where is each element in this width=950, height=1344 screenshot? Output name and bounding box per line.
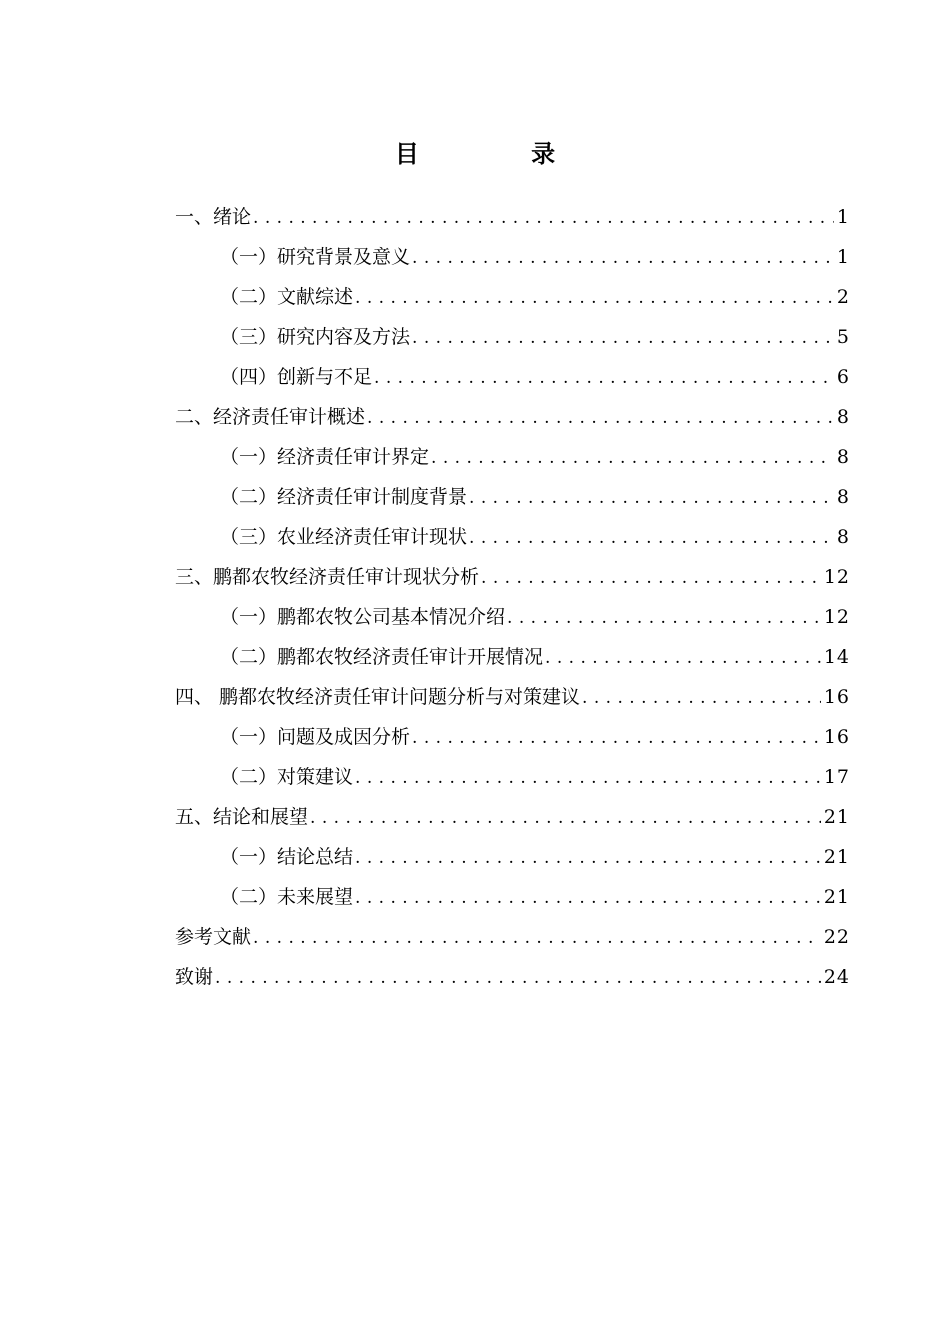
toc-dot-leader <box>412 718 821 758</box>
toc-dot-leader <box>355 838 821 878</box>
toc-page-number: 21 <box>823 806 850 828</box>
toc-page-number: 8 <box>836 526 850 548</box>
toc-dot-leader <box>412 318 834 358</box>
toc-entry-label: （二）未来展望 <box>220 886 354 908</box>
toc-page-number: 8 <box>836 446 850 468</box>
toc-entry[interactable] <box>175 717 850 757</box>
toc-entry-label: （二）对策建议 <box>220 766 354 788</box>
toc-entry[interactable] <box>175 837 850 877</box>
toc-entry-label: 五、结论和展望 <box>175 806 309 828</box>
toc-entry[interactable] <box>175 677 850 717</box>
page-title: 目 录 <box>394 140 608 169</box>
toc-entry[interactable] <box>175 317 850 357</box>
toc-entry[interactable] <box>175 757 850 797</box>
toc-entry-label: （一）鹏都农牧公司基本情况介绍 <box>220 606 506 628</box>
toc-entry-label: 三、鹏都农牧经济责任审计现状分析 <box>175 566 480 588</box>
toc-entry[interactable] <box>175 517 850 557</box>
toc-dot-leader <box>310 798 821 838</box>
toc-entry-label: 四、 鹏都农牧经济责任审计问题分析与对策建议 <box>175 686 581 708</box>
toc-entry[interactable] <box>175 917 850 957</box>
toc-dot-leader <box>253 198 834 238</box>
toc-page-number: 8 <box>836 486 850 508</box>
toc-dot-leader <box>355 758 821 798</box>
toc-entry-label: （三）农业经济责任审计现状 <box>220 526 468 548</box>
toc-page-number: 2 <box>836 286 850 308</box>
table-of-contents <box>175 197 850 997</box>
toc-entry[interactable] <box>175 197 850 237</box>
toc-page-number: 21 <box>823 846 850 868</box>
toc-entry[interactable] <box>175 237 850 277</box>
toc-dot-leader <box>507 598 821 638</box>
toc-dot-leader <box>582 678 821 718</box>
toc-entry[interactable] <box>175 597 850 637</box>
toc-page-number: 12 <box>823 566 850 588</box>
toc-dot-leader <box>412 238 834 278</box>
toc-dot-leader <box>481 558 821 598</box>
toc-entry-label: 致谢 <box>175 966 214 988</box>
toc-entry[interactable] <box>175 277 850 317</box>
toc-page-number: 5 <box>836 326 850 348</box>
toc-dot-leader <box>355 878 821 918</box>
toc-page-number: 8 <box>836 406 850 428</box>
toc-page-number: 14 <box>823 646 850 668</box>
toc-page-number: 1 <box>836 206 850 228</box>
toc-dot-leader <box>469 518 834 558</box>
toc-page-number: 6 <box>836 366 850 388</box>
toc-page-number: 22 <box>823 926 850 948</box>
toc-entry[interactable] <box>175 877 850 917</box>
toc-dot-leader <box>545 638 821 678</box>
toc-entry-label: 二、经济责任审计概述 <box>175 406 366 428</box>
toc-entry-label: 参考文献 <box>175 926 252 948</box>
toc-entry[interactable] <box>175 397 850 437</box>
toc-entry[interactable] <box>175 557 850 597</box>
toc-entry-label: （一）经济责任审计界定 <box>220 446 430 468</box>
toc-entry-label: （一）结论总结 <box>220 846 354 868</box>
toc-entry[interactable] <box>175 637 850 677</box>
toc-dot-leader <box>469 478 834 518</box>
toc-entry[interactable] <box>175 437 850 477</box>
toc-entry-label: （四）创新与不足 <box>220 366 373 388</box>
toc-entry-label: （二）文献综述 <box>220 286 354 308</box>
toc-page-number: 1 <box>836 246 850 268</box>
toc-entry-label: 一、绪论 <box>175 206 252 228</box>
toc-dot-leader <box>215 958 821 998</box>
toc-page-number: 16 <box>823 686 850 708</box>
toc-page-number: 17 <box>823 766 850 788</box>
toc-page-number: 21 <box>823 886 850 908</box>
toc-entry[interactable] <box>175 477 850 517</box>
toc-page-number: 12 <box>823 606 850 628</box>
toc-dot-leader <box>374 358 834 398</box>
toc-entry-label: （三）研究内容及方法 <box>220 326 411 348</box>
toc-entry[interactable] <box>175 797 850 837</box>
toc-entry[interactable] <box>175 957 850 997</box>
toc-page-number: 24 <box>823 966 850 988</box>
toc-entry-label: （二）鹏都农牧经济责任审计开展情况 <box>220 646 544 668</box>
toc-entry-label: （一）研究背景及意义 <box>220 246 411 268</box>
toc-entry-label: （一）问题及成因分析 <box>220 726 411 748</box>
toc-dot-leader <box>431 438 834 478</box>
toc-entry-label: （二）经济责任审计制度背景 <box>220 486 468 508</box>
toc-dot-leader <box>253 918 821 958</box>
toc-page-number: 16 <box>823 726 850 748</box>
toc-dot-leader <box>355 278 834 318</box>
toc-entry[interactable] <box>175 357 850 397</box>
toc-dot-leader <box>367 398 834 438</box>
